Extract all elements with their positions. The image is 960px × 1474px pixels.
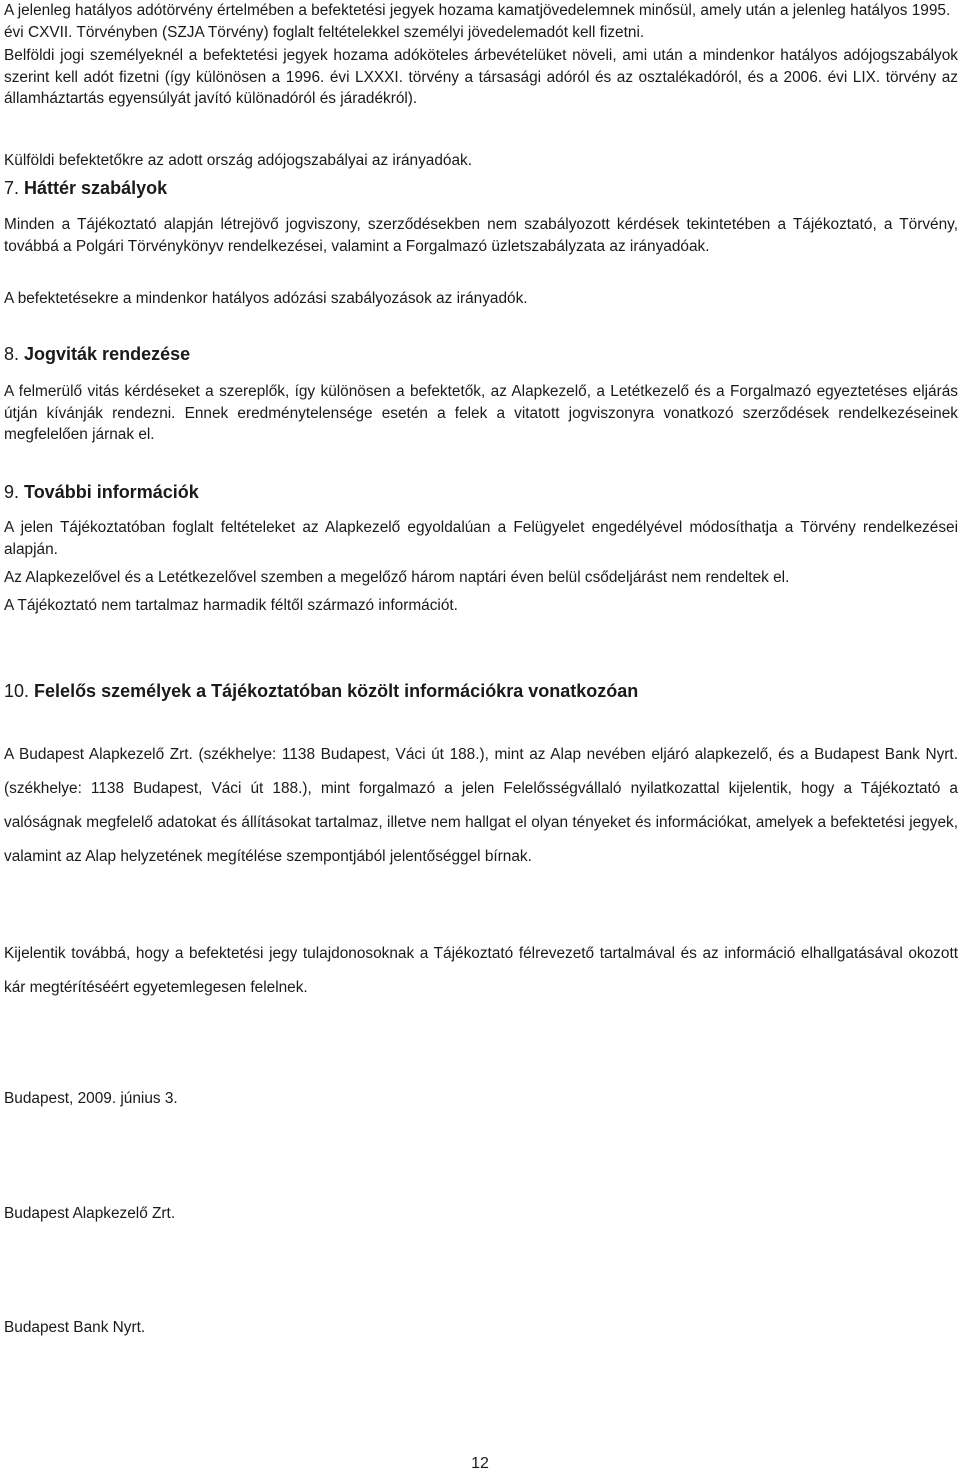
section-7-paragraph-1: Minden a Tájékoztató alapján létrejövő jogviszony, szerződésekben nem szabályozott kérdések tekintetében a Tájékoztató, a Törvény, továbbá a Polgári Törvénykönyv rendelkezései, valamint a Forgalmazó üzletszabályzata az irányadóak.	[4, 216, 958, 255]
signatory-bank: Budapest Bank Nyrt.	[4, 1319, 146, 1336]
section-8-paragraph-1: A felmerülő vitás kérdéseket a szereplők, így különösen a befektetők, az Alapkezelő, a Letétkezelő és a Forgalmazó egyeztetéses eljárás útján kívánják rendezni. Ennek eredménytelensége esetén a felek a vitatott jogviszonyra vonatkozó szerződések rendelkezéseinek megfelelően járnak el.	[4, 383, 958, 443]
section-9-number: 9.	[4, 482, 20, 502]
section-9-heading	[4, 480, 958, 504]
section-8-title: Jogviták rendezése	[24, 344, 191, 364]
section-9-paragraph-1: A jelen Tájékoztatóban foglalt feltételeket az Alapkezelő egyoldalúan a Felügyelet engedélyével módosíthatja a Törvény rendelkezései alapján.	[4, 519, 958, 558]
section-8-heading	[4, 342, 958, 366]
section-10-paragraph-2: Kijelentik továbbá, hogy a befektetési jegy tulajdonosoknak a Tájékoztató félrevezető tartalmával és az információ elhallgatásával okozott kár megtérítéséért egyetemlegesen felelnek.	[4, 945, 958, 996]
section-10-number: 10.	[4, 681, 30, 701]
intro-paragraph-3: Külföldi befektetőkre az adott ország adójogszabályai az irányadóak.	[4, 152, 472, 169]
section-10-title: Felelős személyek a Tájékoztatóban közölt információkra vonatkozóan	[34, 681, 639, 701]
section-7-heading	[4, 176, 958, 200]
intro-paragraph-2: Belföldi jogi személyeknél a befektetési jegyek hozama adóköteles árbevételüket növeli, ami után a mindenkor hatályos adójogszabályok szerint kell adót fizetni (így különösen a 1996. évi LXXXI. törvény a társasági adóról és az osztalékadóról, és a 2006. évi LIX. törvény az államháztartás egyensúlyát javító különadóról és járadékról).	[4, 47, 958, 107]
signatory-alapkezelo: Budapest Alapkezelő Zrt.	[4, 1205, 176, 1222]
section-9-title: További információk	[24, 482, 199, 502]
section-10-heading	[4, 679, 958, 703]
intro-paragraph-1: A jelenleg hatályos adótörvény értelmében a befektetési jegyek hozama kamatjövedelemnek minősül, amely után a jelenleg hatályos 1995. évi CXVII. Törvényben (SZJA Törvény) foglalt feltételekkel személyi jövedelemadót kell fizetni.	[4, 2, 951, 41]
section-9-paragraph-2: Az Alapkezelővel és a Letétkezelővel szemben a megelőző három naptári éven belül csődeljárást nem rendeltek el.	[4, 569, 790, 586]
section-7-title: Háttér szabályok	[24, 178, 168, 198]
section-7-number: 7.	[4, 178, 20, 198]
section-10-paragraph-1: A Budapest Alapkezelő Zrt. (székhelye: 1138 Budapest, Váci út 188.), mint az Alap nevében eljáró alapkezelő, és a Budapest Bank Nyrt. (székhelye: 1138 Budapest, Váci út 188.), mint forgalmazó a jelen Felelősségvállaló nyilatkozattal kijelentik, hogy a Tájékoztató a valóságnak megfelelő adatokat és állításokat tartalmaz, illetve nem hallgat el olyan tényeket és információkat, amelyek a befektetési jegyek, valamint az Alap helyzetének megítélése szempontjából jelentőséggel bírnak.	[4, 746, 958, 865]
section-9-paragraph-3: A Tájékoztató nem tartalmaz harmadik féltől származó információt.	[4, 597, 458, 614]
section-7-paragraph-2: A befektetésekre a mindenkor hatályos adózási szabályozások az irányadók.	[4, 290, 528, 307]
place-and-date: Budapest, 2009. június 3.	[4, 1090, 178, 1107]
section-8-number: 8.	[4, 344, 20, 364]
page-number: 12	[471, 1455, 489, 1472]
